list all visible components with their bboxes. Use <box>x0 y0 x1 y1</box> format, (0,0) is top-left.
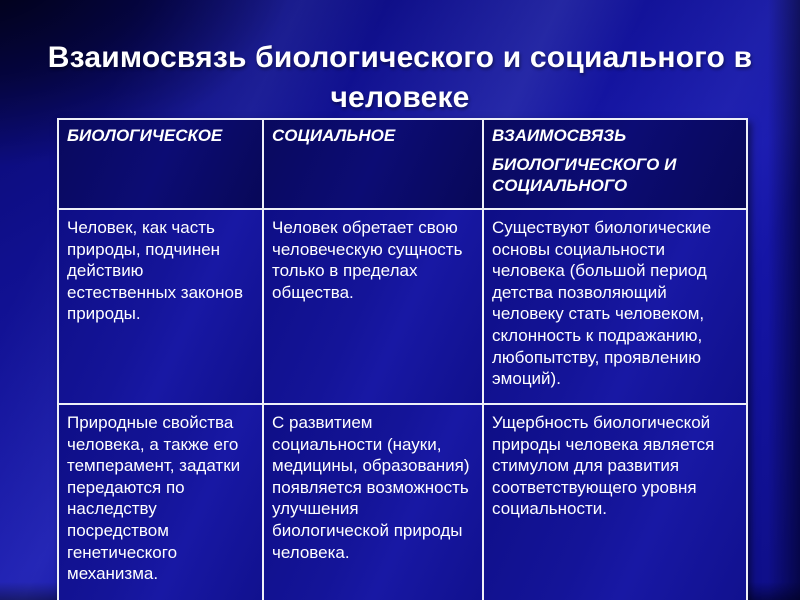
table-cell-social: С развитием социальности (науки, медицины, образования) появляется возможность улучшения биологической природы человека. <box>263 404 483 600</box>
header-cell-social <box>263 119 483 209</box>
table-cell-social: Человек обретает свою человеческую сущность только в пределах общества. <box>263 209 483 404</box>
table-cell-biological: Человек, как часть природы, подчинен действию естественных законов природы. <box>58 209 263 404</box>
table-cell-interrelation: Ущербность биологической природы человека является стимулом для развития соответствующего уровня социальности. <box>483 404 747 600</box>
table-cell-interrelation: Существуют биологические основы социальности человека (большой период детства позволяющий человеку стать человеком, склонность к подражанию, любопытству, проявлению эмоций). <box>483 209 747 404</box>
header-label: СОЦИАЛЬНОЕ <box>272 126 396 145</box>
slide-title: Взаимосвязь биологического и социального в человеке <box>47 41 753 114</box>
header-label-line1: ВЗАИМОСВЯЗЬ <box>492 126 627 145</box>
table-row <box>58 404 747 600</box>
comparison-table <box>57 118 748 600</box>
header-label: БИОЛОГИЧЕСКОЕ <box>67 126 223 145</box>
table-row <box>58 209 747 404</box>
header-label-line2: БИОЛОГИЧЕСКОГО И СОЦИАЛЬНОГО <box>492 155 677 195</box>
table-header-row <box>58 119 747 209</box>
header-cell-interrelation <box>483 119 747 209</box>
header-cell-biological <box>58 119 263 209</box>
table-cell-biological: Природные свойства человека, а также его темперамент, задатки передаются по наследству посредством генетического механизма. <box>58 404 263 600</box>
